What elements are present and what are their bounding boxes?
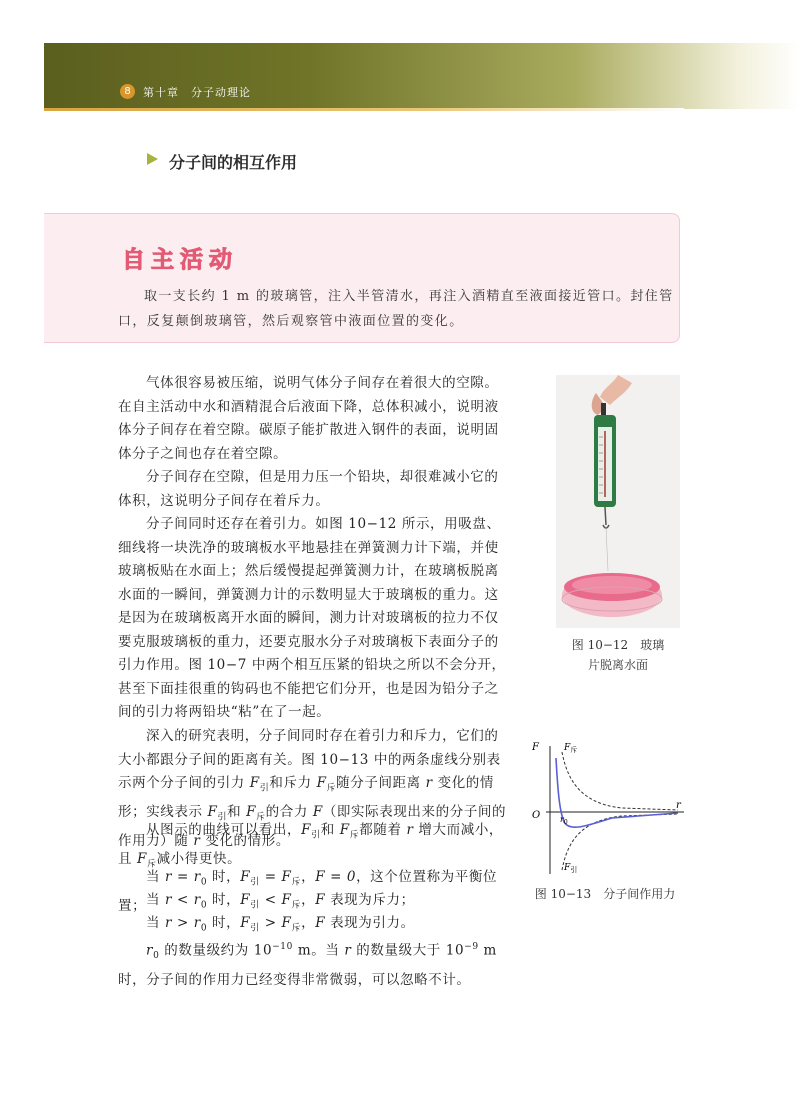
condition-attractive: 当 $r > r_0$ 时，$F_引 > F_斥$，F 表现为引力。 [146,915,415,934]
header-divider [44,108,684,111]
label-f-attr: $F_引$ [564,863,578,874]
paragraph-force-distance: 深入的研究表明，分子间同时存在着引力和斥力，它们的大小都跟分子间的距离有关。图 10−13 中的两条虚线分别表示两个分子间的引力 $F_引$和斥力 $F_斥$随分子间距离 r 变化的情形；实线表示 $F_引$和 $F_斥$的合力 F（即实际表现出来的分子间的作用力）随 r 变化的情形。 [118,728,507,850]
force-distance-graph [526,738,686,876]
condition-repulsive: 当 $r < r_0$ 时，$F_引 < F_斥$，F 表现为斥力； [146,892,415,911]
paragraph-curve: 从图示的曲线可以看出，$F_引$和 $F_斥$都随着 r 增大而减小，且 $F_斥$减小得更快。 [118,822,504,870]
label-f-rep: $F_斥$ [564,743,578,754]
repulsion-curve [562,752,678,810]
condition-equilibrium: 当 $r = r_0$ 时，$F_引 = F_斥$，F = 0，这个位置称为平衡位置； [118,869,498,915]
paragraph-magnitude: $r_0$ 的数量级约为 $10^{-10}$ m。当 r 的数量级大于 $10^{-9}$ m 时，分子间的作用力已经变得非常微弱，可以忽略不计。 [118,942,497,988]
page-number: 8 [120,84,135,99]
attraction-curve [562,814,678,870]
figure-12-caption-line1: 图 10−12 玻璃 [571,638,665,652]
figure-13-caption: 图 10−13 分子间作用力 [534,887,676,901]
axis-label-f: F [532,742,539,753]
paragraph-repulsion: 分子间存在空隙，但是用力压一个铅块，却很难减小它的体积，这说明分子间存在着斥力。 [118,469,499,509]
spring-scale-photo [556,375,680,628]
chapter-title: 第十章 分子动理论 [143,86,251,99]
origin-label: O [532,810,541,821]
paragraph-attraction: 分子间同时还存在着引力。如图 10−12 所示，用吸盘、细线将一块洗净的玻璃板水平地悬挂在弹簧测力计下端，并使玻璃板贴在水面上；然后缓慢提起弹簧测力计，在玻璃板脱离水面的一瞬间，弹簧测力计的示数明显大于玻璃板的重力。这是因为在玻璃板离开水面的瞬间，测力计对玻璃板的拉力不仅要克服玻璃板的重力，还要克服水分子对玻璃板下表面分子的引力作用。图 10−7 中两个相互压紧的铅块之所以不会分开，甚至下面挂很重的钩码也不能把它们分开，也是因为铅分子之间的引力将两铅块“粘”在了一起。 [118,516,506,720]
section-title: 分子间的相互作用 [169,153,298,172]
label-r0: $r_0$ [560,815,568,826]
activity-title: 自主活动 [122,247,238,273]
paragraph-gaps: 气体很容易被压缩，说明气体分子间存在着很大的空隙。在自主活动中水和酒精混合后液面下降，总体积减小，说明液体分子间存在着空隙。碳原子能扩散进入钢件的表面，说明固体分子之间也存在着空隙。 [118,375,499,462]
axis-label-r: r [676,800,681,811]
figure-12-caption-line2: 片脱离水面 [587,658,648,672]
activity-text: 取一支长约 1 m 的玻璃管，注入半管清水，再注入酒精直至液面接近管口。封住管口，反复颠倒玻璃管，然后观察管中液面位置的变化。 [118,289,674,329]
resultant-curve [556,758,678,827]
